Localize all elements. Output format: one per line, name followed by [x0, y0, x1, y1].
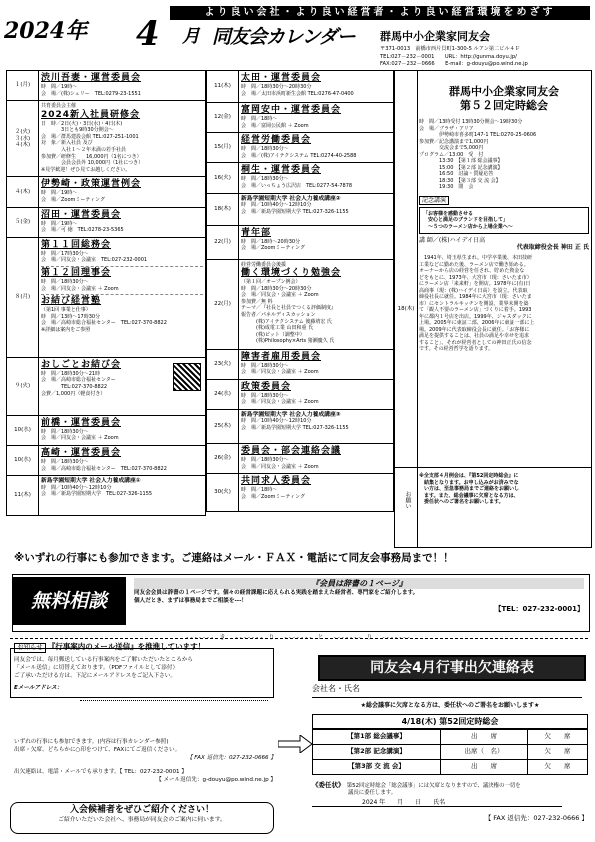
- event-title: 2024新入社員研修会: [41, 109, 141, 120]
- event-title: おしごとお結び会: [41, 359, 122, 370]
- event-detail: 会 場／高崎市総合福祉センター TEL:027-370-8822: [41, 320, 167, 327]
- calendar-month: 4: [136, 14, 160, 54]
- calendar-title: 同友会カレンダー: [212, 26, 355, 48]
- event-title: 障害者雇用委員会: [241, 351, 322, 362]
- event-detail: 会員会員外 10,000円（1社につき）: [41, 160, 144, 167]
- event-detail: 会 場／富岡公民館 ＋ Zoom: [241, 122, 309, 129]
- note-line: 委任状へのご署名をお願いします。: [419, 499, 504, 505]
- bio-line: 1941年、埼玉県生まれ。中学卒業後、本田技研: [419, 255, 533, 262]
- proxy-section: [312, 782, 588, 823]
- attendance-session-label: 【第1部 総会議事】: [313, 730, 441, 745]
- note-line: ます。また、総会議事に欠席となる方は、: [419, 492, 519, 499]
- month-suffix: 月: [182, 26, 200, 47]
- lecture-box-line: ～５つのラーメン店から上場企業へ～: [423, 223, 513, 230]
- absent-option[interactable]: 欠 席: [527, 730, 587, 745]
- event-detail: 時 間／10時40分～12時10分: [241, 202, 312, 209]
- event-detail: 報告者／パネルディスカッション: [241, 312, 316, 319]
- event-detail: (株)ビット（調整中）: [241, 331, 305, 338]
- email-address-field[interactable]: [80, 692, 268, 701]
- participation-notice: ※いずれの行事にも参加できます。ご連絡はメール・ＦＡＸ・電話にて同友会事務局まで！！: [14, 552, 454, 564]
- absent-option[interactable]: 欠 席: [527, 745, 587, 760]
- calendar-day-cell: 15(月): [207, 133, 239, 163]
- event-entry: [41, 359, 203, 399]
- calendar-day-cell: 11(木): [207, 71, 239, 103]
- general-meeting-panel: [394, 70, 592, 548]
- right-lines-line: 13:30 【第１部 総会議事】: [419, 158, 503, 164]
- calendar-events-cell: [239, 259, 394, 349]
- event-entry: [241, 104, 391, 131]
- event-detail: ※見学歓迎！ぜひ見てお越しください。: [41, 166, 131, 173]
- rsvp-event-title: 4/18(木) 第52回定時総会: [312, 714, 588, 729]
- event-title: 桐生・運営委員会: [241, 165, 322, 176]
- event-detail: 参加費／研修生 16,000円（1名につき）: [41, 153, 142, 160]
- right-lines-line: 伊勢崎市喜多町147-1 TEL:0270-25-0606: [419, 132, 537, 138]
- event-detail: 参加費／無 料: [241, 298, 273, 305]
- event-title: 高崎・運営委員会: [41, 448, 122, 458]
- event-detail: 時 間／18時30分～21時: [41, 370, 101, 377]
- calendar-row: [207, 409, 394, 443]
- calendar-day-cell: 12(金): [207, 103, 239, 133]
- event-detail: 3日とも9時30分開会～: [41, 127, 114, 134]
- consultation-heading: 『会員は辞書の１ページ』: [134, 578, 584, 589]
- event-detail: 時 間／18時30分～: [241, 146, 289, 153]
- company-name-label: 会社名・氏名: [312, 684, 360, 693]
- org-address: 〒371-0013 前橋市西片貝町1-300-5 ルアン第二ビル４Ｆ: [380, 46, 521, 52]
- event-detail: 時 間／19時～: [41, 220, 78, 227]
- calendar-row: [207, 71, 394, 103]
- calendar-row: [7, 237, 206, 357]
- event-entry: [41, 209, 203, 236]
- event-title: 前橋・運営委員会: [41, 417, 122, 428]
- event-title: 富岡安中・運営委員会: [241, 105, 342, 115]
- calendar-day-cell: ２(火) ３(水) ４(木): [7, 101, 39, 177]
- event-detail: 時 間／10時40分～12時10分: [241, 418, 312, 425]
- event-title: 政策委員会: [241, 381, 292, 392]
- email-notice-content: [14, 642, 270, 692]
- event-detail: 会 場／高崎市総合福祉センター TEL:027-370-8822: [41, 465, 167, 472]
- event-entry: [241, 475, 391, 502]
- bio-line: です。その経営哲学を語ります。: [419, 346, 494, 353]
- attendance-session-label: 【第2部 記念講演】: [313, 745, 441, 760]
- notice-line-1: 同友会では、毎月郵送している行事案内をご了解いただいたところから: [14, 656, 194, 663]
- event-detail: 対 象／新入社員 及び: [41, 140, 93, 147]
- event-detail: TEL:027-370-8822: [41, 384, 108, 390]
- recruit-box: [10, 802, 274, 834]
- calendar-events-cell: [239, 379, 394, 409]
- calendar-row: [207, 474, 394, 512]
- event-title: お結び経営塾: [41, 296, 102, 307]
- calendar-day-cell: 25(木): [207, 409, 239, 443]
- calendar-day-cell: 16(火): [207, 163, 239, 193]
- calendar-day-cell: ８(月): [7, 237, 39, 357]
- event-title: 共同求人委員会: [241, 476, 312, 487]
- organization-contact: [380, 46, 592, 69]
- event-entry: [241, 195, 391, 218]
- calendar-row: [207, 133, 394, 163]
- consultation-text: [134, 578, 584, 613]
- event-entry: [241, 227, 391, 254]
- event-entry: [241, 72, 391, 99]
- attendance-row: [313, 745, 588, 760]
- bio-line: 市）にセントラルキッチンを開設、業界未開を築: [419, 300, 529, 307]
- general-meeting-title-2: 第５２回定時総会: [460, 99, 548, 112]
- request-note: [419, 473, 589, 506]
- right-lines-line: 会 場／ブラザ・アリア: [419, 125, 474, 132]
- calendar-row: [207, 443, 394, 473]
- contact-line-2: 【 メール返信先：g-douyu@po.wind.ne.jp 】: [52, 777, 276, 783]
- event-detail: 日 時／2日(火)・3日(水)・4日(木): [41, 120, 123, 127]
- consultation-line-1: 同友会会員は辞書の１ページです。個々の経営課題に応えられる実践を踏まえた経営者、専門家をご紹介します。: [134, 590, 419, 596]
- event-detail: 会 場／Zoomミーティング: [241, 493, 305, 500]
- calendar-row: [207, 379, 394, 409]
- event-title: 第１２回理事会: [41, 268, 112, 278]
- event-detail: 時 間／18時30分～20時30分: [241, 84, 312, 90]
- event-detail: 会 場／Zoomミーティング: [241, 245, 305, 252]
- event-entry: [241, 134, 391, 161]
- event-detail: （第１回／オープン例会）: [241, 279, 301, 286]
- event-title: 伊勢崎・政策運営例会: [41, 179, 142, 190]
- calendar-row: [7, 101, 206, 177]
- event-entry: [41, 477, 203, 500]
- calendar-events-cell: [239, 71, 394, 103]
- event-detail: 会 場／同友会・会議室 ＋ Zoom: [241, 292, 319, 299]
- notice-line-3: ご了承いただける方は、下記にメールアドレスをご記入下さい。: [14, 672, 176, 679]
- event-entry: [41, 417, 203, 444]
- event-detail: （第1回 事業と仕事）: [41, 307, 91, 314]
- event-entry: [41, 239, 203, 267]
- instructions-line-1: いずれの行事にも参加できます。(内容は行事カレンダー参照): [14, 739, 169, 745]
- calendar-day-cell: 18(木): [207, 193, 239, 225]
- event-detail: 時 間／19時～: [41, 84, 78, 90]
- event-detail: 時 間／19時～: [41, 190, 78, 197]
- notice-line-2: 「メール送信」に切替えております。（PDFファイルとして添付）: [14, 664, 179, 671]
- attendance-row: [313, 760, 588, 775]
- note-line: ※全支部４月例会は、『第52回定時総会』に: [419, 473, 519, 479]
- slogan-banner: より良い会社・より良い経営者・より良い経営環境をめざす: [170, 6, 590, 20]
- calendar-day-cell: ５(金): [7, 207, 39, 237]
- organization-name: 群馬中小企業家同友会: [380, 30, 490, 43]
- event-detail: 時 間／10時40分～12時10分: [41, 484, 112, 491]
- calendar-middle-column: [206, 70, 394, 512]
- cut-line-label: ------- き ------- り ------- と ------- り -------: [186, 634, 412, 641]
- event-entry: [41, 295, 203, 335]
- event-entry: [241, 411, 391, 434]
- arrow-right-icon: [278, 735, 312, 753]
- calendar-row: [207, 163, 394, 193]
- event-detail: 時 間／13時～17時30分: [41, 313, 101, 320]
- calendar-day-cell: 23(火): [207, 349, 239, 379]
- qr-code-icon[interactable]: [173, 363, 201, 391]
- event-detail: 会 場／同友会・会議室 TEL:027-232-0001: [41, 257, 148, 264]
- absent-option[interactable]: 欠 席: [527, 760, 587, 775]
- right-lines-line: 18:30 【第３部 交 流 会】: [419, 177, 501, 184]
- bio-line: すること」、それが経営者としての神田正氏の信念: [419, 339, 532, 346]
- calendar-day-cell: 26(金): [207, 443, 239, 473]
- calendar-events-cell: [39, 446, 206, 476]
- right-lines-line: 参加費／記念講演まで1,000円: [419, 138, 489, 145]
- bio-line: 上場。2005年に東証二部、2006年に東証一部に上: [419, 320, 535, 327]
- event-entry: [241, 261, 391, 347]
- event-detail: 会 場／(株)アイテクシステム TEL:0274-40-2588: [241, 152, 357, 159]
- calendar-events-cell: [39, 177, 206, 207]
- general-meeting-details: [419, 119, 589, 191]
- right-lines-line: 15:00 【第２部 記念講演】: [419, 164, 503, 171]
- event-detail: 時 間／18時30分～20時30分: [241, 285, 312, 292]
- proxy-text-1: 第52回定時総会「総会議事」には欠席となりますので、議決権の一切を: [346, 783, 521, 789]
- calendar-day-cell: 11(木): [7, 476, 39, 516]
- calendar-events-cell: [39, 237, 206, 357]
- org-fax-email: FAX:027－232－0666 E-mail：g-douyu@po.wind.ne.jp: [380, 61, 528, 67]
- free-consultation-label: 無料相談: [12, 577, 126, 625]
- consultation-line-2: 個人だとき、まずは事務局までご相談を---！: [134, 598, 248, 604]
- event-detail: 会 場／新島学園短期大学 TEL:027-326-1155: [241, 425, 349, 432]
- attendance-table: [312, 729, 588, 775]
- calendar-day-cell: 30(火): [207, 474, 239, 512]
- calendar-row: [7, 71, 206, 101]
- calendar-events-cell: [239, 133, 394, 163]
- event-title: 第１１回総務会: [41, 239, 112, 250]
- bio-line: 年に都内１号店を出店。1999年、ジャスダックに: [419, 313, 532, 320]
- bio-line: 工業などに勤めた後、ラーメン店で働き始める。: [419, 261, 529, 268]
- event-title: 青年部: [241, 227, 272, 238]
- attendance-session-label: 【第3部 交 流 会】: [313, 760, 441, 775]
- lecture-title-box: [419, 207, 589, 235]
- calendar-day-cell: 22(月): [207, 259, 239, 349]
- event-detail: 入社１～２年未満の若手社員: [41, 147, 127, 154]
- calendar-row: [207, 103, 394, 133]
- right-lines-line: 16:50 討論・質疑応答: [419, 171, 494, 177]
- event-title: 新島学園短期大学 社会人力養成講座①: [41, 478, 141, 485]
- event-detail: 会 場／同友会・会議室 ＋ Zoom: [241, 369, 319, 376]
- calendar-day-cell: 10(水): [7, 446, 39, 476]
- calendar-events-cell: [239, 443, 394, 473]
- event-entry: [241, 164, 391, 191]
- proxy-signature-field[interactable]: 2024 年 月 日 氏名: [312, 799, 562, 807]
- event-entry: [41, 447, 203, 474]
- bio-line: 満足を提供することは、社員の満足や幸せを追求: [419, 333, 530, 340]
- right-lines-line: 交流会まで5,000円: [419, 145, 484, 151]
- consultation-tel: 【TEL：027-232-0001】: [494, 605, 584, 613]
- attendance-instructions: [14, 738, 276, 784]
- calendar-events-cell: [39, 476, 206, 516]
- calendar-events-cell: [239, 474, 394, 512]
- bio-line: オーナーから店の経営を任され、貯めた資金な: [419, 268, 525, 275]
- rsvp-fax: 【 FAX 返信先：027-232-0666 】: [484, 814, 588, 823]
- calendar-events-cell: [39, 101, 206, 177]
- general-meeting-day: 18(木): [395, 71, 418, 547]
- speaker-bio: [419, 255, 589, 353]
- event-detail: 時 間／17時30分～: [41, 250, 89, 257]
- notice-title: 『行事案内のメール送信』を推進しています！: [47, 642, 206, 651]
- calendar-events-cell: [239, 225, 394, 259]
- event-detail: 会 場／いっちょう広沢店 TEL:0277-54-7878: [241, 182, 353, 189]
- attendance-row: [313, 730, 588, 745]
- right-lines-line: 19:30 閉 会: [419, 184, 474, 190]
- calendar-day-cell: 22(月): [207, 225, 239, 259]
- note-line: い方は、至急事務局までご連絡をお願いし: [419, 486, 520, 492]
- org-tel-url: TEL:027－232－0001 URL：http://gunma.doyu.jp/: [380, 53, 517, 60]
- event-detail: 会 場／(株)シェリー TEL:0279-23-1551: [41, 90, 141, 97]
- calendar-row: [7, 476, 206, 516]
- event-detail: 会 場／新島学園短期大学 TEL:027-326-1155: [41, 491, 153, 498]
- attend-option[interactable]: 出 席: [440, 760, 527, 775]
- rsvp-title: 同友会4月行事出欠連絡表: [318, 655, 586, 681]
- event-entry: [41, 72, 203, 99]
- calendar-row: [7, 177, 206, 207]
- event-entry: [41, 102, 203, 175]
- calendar-row: [207, 225, 394, 259]
- event-entry: [41, 267, 203, 295]
- event-title: 渋川吾妻・運営委員会: [41, 73, 142, 83]
- calendar-day-cell: ９(火): [7, 357, 39, 415]
- event-detail: (株)アイテクシステム 後藤靖宏 氏: [241, 318, 332, 325]
- proxy-label: 《委任状》: [312, 781, 345, 789]
- attend-option[interactable]: 出 席: [440, 730, 527, 745]
- event-detail: 会 場／可 徳 TEL:0278-23-5365: [41, 227, 124, 234]
- event-detail: 会 場／同友会・会議室 ＋ Zoom: [41, 285, 119, 292]
- calendar-events-cell: [39, 207, 206, 237]
- event-entry: [241, 351, 391, 378]
- calendar-day-cell: １(月): [7, 71, 39, 101]
- bio-line: 締役社長に就任。1984年に大宮市（現：さいたま: [419, 294, 532, 301]
- event-organizer: 共育委員会主催: [41, 103, 77, 110]
- event-detail: 会 場／高崎市総合福祉センター: [41, 377, 116, 384]
- event-title: 経営労働委員会: [241, 135, 312, 146]
- bio-line: 高商事（現：(株)ハイデイ日高）を設立。代表取: [419, 287, 528, 294]
- calendar-events-cell: [239, 409, 394, 443]
- event-detail: 会 場／同友会・会議室 ＋ Zoom: [41, 435, 119, 442]
- bio-line: 場。2009年に代表取締役会長に就任。「お客様に: [419, 326, 530, 333]
- attend-option[interactable]: 出席（ 名）: [440, 745, 527, 760]
- event-title: 沼田・運営委員会: [41, 209, 122, 220]
- event-organizer: 経営労働委員会後援: [241, 261, 287, 268]
- calendar-day-cell: 10(水): [7, 415, 39, 445]
- calendar-row: [7, 415, 206, 445]
- event-title: 新島学園短期大学 社会人力養成講座②: [241, 195, 341, 202]
- calendar-year: 2024年: [4, 18, 88, 44]
- calendar-events-cell: [39, 415, 206, 445]
- instructions-fax: 【 FAX 返信先：027-232-0666 】: [186, 755, 276, 761]
- calendar-events-cell: [239, 193, 394, 225]
- event-detail: (株)Philosophy×Arts 猪瀬慶久 氏: [241, 338, 335, 345]
- event-detail: 会 場／群馬建設会館 TEL:027-251-1001: [41, 133, 139, 140]
- rsvp-instruction: ★総会議事に欠席となる方は、委任状へのご署名をお願いします★: [360, 702, 540, 709]
- lecture-tag: 記念講演: [419, 196, 449, 205]
- event-detail: 時 間／18時30分～: [41, 279, 89, 285]
- event-detail: 時 間／18時30分～: [41, 428, 89, 435]
- calendar-row: [207, 259, 394, 349]
- email-address-label: Eメールアドレス：: [14, 684, 63, 691]
- event-title: 太田・運営委員会: [241, 73, 322, 83]
- bio-line: どをもとに、1973年、大宮市（現：さいたま市）: [419, 274, 532, 281]
- event-detail: 時 間／18時30分～: [241, 456, 289, 463]
- right-lines-line: 時 間／13時受付 13時30分開会～19時30分: [419, 119, 523, 125]
- bio-line: にラーメン店「来来軒」を開店。1978年に(有)日: [419, 281, 531, 288]
- event-title: 新島学園短期大学 社会人力養成講座③: [241, 411, 341, 418]
- calendar-events-cell: [239, 163, 394, 193]
- calendar-day-cell: ４(木): [7, 177, 39, 207]
- calendar-row: [207, 193, 394, 225]
- calendar-row: [7, 207, 206, 237]
- calendar-events-cell: [239, 103, 394, 133]
- event-detail: 時 間／18時～: [241, 487, 278, 494]
- general-meeting-content: [419, 85, 589, 353]
- event-detail: 時 間／18時30分～: [241, 176, 289, 183]
- contact-line-1: 出欠連絡は、電話・メールでも承ります。【 TEL：027-232-0001 】: [14, 769, 187, 775]
- recruit-subtitle: ご紹介いただいた会社へ、事務局が同友会のご案内に伺います。: [58, 817, 226, 823]
- calendar-events-cell: [39, 71, 206, 101]
- calendar-row: [207, 349, 394, 379]
- company-name-field[interactable]: [312, 695, 582, 698]
- calendar-day-cell: 24(水): [207, 379, 239, 409]
- event-title: 委員会・部会連絡会議: [241, 445, 342, 456]
- note-line: 結集となります。お申し込みがお済みでな: [419, 479, 519, 486]
- event-detail: ※詳細は案内をご参照: [41, 326, 91, 333]
- bio-line: て「観人不要のラーメン店」づくりに着手。1993: [419, 307, 532, 314]
- proxy-text-2: 議長に委任します。: [348, 789, 397, 796]
- event-detail: 会 場／同友会・会議室 ＋ Zoom: [241, 463, 319, 470]
- event-detail: テーマ／『社長と社員でつくる評価制度』: [241, 305, 337, 312]
- calendar-row: [7, 357, 206, 415]
- event-detail: 会費／1,000円（軽食付き）: [41, 390, 106, 397]
- event-detail: 時 間／18時～: [241, 116, 278, 122]
- calendar-events-cell: [239, 349, 394, 379]
- event-entry: [41, 178, 203, 205]
- event-detail: 時 間／18時30分～: [241, 392, 289, 399]
- event-detail: 時 間／18時30分～: [41, 459, 89, 465]
- general-meeting-title-1: 群馬中小企業家同友会: [449, 85, 559, 98]
- event-detail: 会 場／同友会・会議室 ＋ Zoom: [241, 399, 319, 406]
- event-detail: (株)成電工業 山田和重 氏: [241, 325, 314, 332]
- right-lines-line: プログラム／13:00 受 付: [419, 151, 484, 158]
- speaker-company: 講 師／(株)ハイデイ日高: [419, 237, 486, 245]
- event-detail: 会 場／太田市浜町新生会館 TEL:0276-47-0400: [241, 90, 354, 97]
- lecture-box-line: 安心と満足のブランドを目指して」: [423, 217, 509, 224]
- event-detail: 会 場／Zoomミーティング: [41, 197, 105, 204]
- event-detail: 時 間／18時30分～: [241, 362, 289, 369]
- event-title: 働く環境づくり勉強会: [241, 268, 342, 279]
- event-entry: [241, 445, 391, 472]
- instructions-line-2: 出席・欠席、どちらかに○印をつけて、FAXにてご返信ください。: [14, 747, 181, 753]
- event-detail: 時 間／18時～20時30分: [241, 238, 301, 245]
- speaker-name: 代表取締役会長 神田 正 氏: [516, 243, 589, 251]
- request-side-label: お願い: [404, 491, 411, 509]
- lecture-box-line: 「お客様を感動させる: [423, 210, 474, 217]
- notice-tag: お知らせ: [14, 643, 46, 653]
- recruit-title: 入会候補者をぜひご紹介ください！: [69, 805, 214, 815]
- calendar-row: [7, 446, 206, 476]
- event-entry: [241, 381, 391, 408]
- event-detail: 会 場／新島学園短期大学 TEL:027-326-1155: [241, 208, 349, 215]
- calendar-events-cell: [39, 357, 206, 415]
- calendar-left-column: [6, 70, 206, 516]
